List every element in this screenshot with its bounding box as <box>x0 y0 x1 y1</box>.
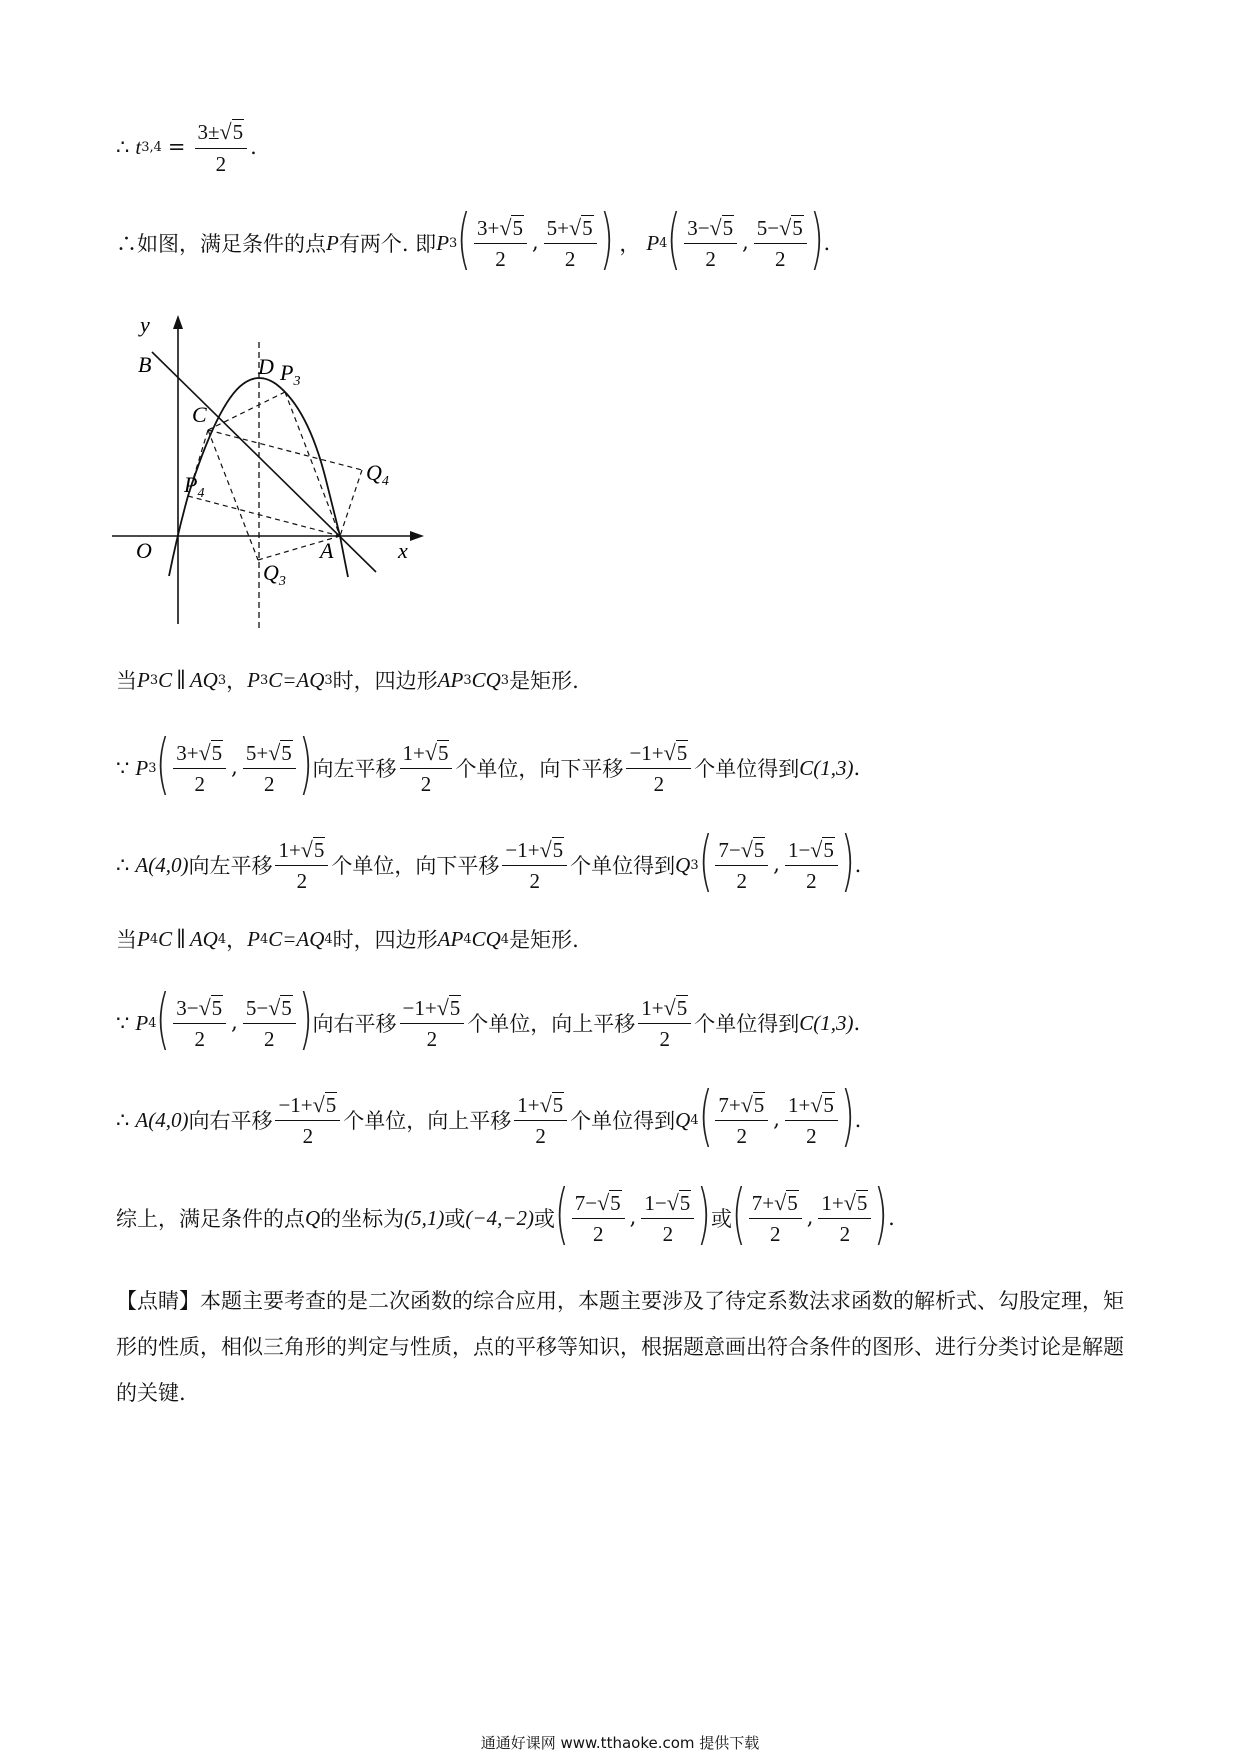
note-body: 本题主要考查的是二次函数的综合应用，本题主要涉及了待定系数法求函数的解析式、勾股定理，矩形的性质，相似三角形的判定与性质，点的平移等知识，根据题意画出符合条件的图形、进行分类讨论是解题的关键. <box>116 1289 1124 1405</box>
var-t: t <box>135 134 142 159</box>
equals: = <box>167 135 186 160</box>
label-d: D <box>258 354 274 379</box>
line-condition-p3: 当 P 3 C ∥ AQ 3 ， P 3 C=AQ 3 时，四边形 AP 3 CQ 3 是矩形. <box>116 667 579 693</box>
fraction-p4-y: $\frac{5-√5}{2}$ <box>754 214 807 273</box>
subscript: 3,4 <box>141 139 162 155</box>
line-ba <box>152 352 376 572</box>
page-footer: 通通好课网 www.tthaoke.com 提供下载 <box>480 1734 760 1752</box>
label-p4: $P_4$ <box>184 472 205 501</box>
label-x: x <box>398 538 408 563</box>
x-axis-arrow <box>410 531 424 541</box>
dashed-rectangles <box>188 392 362 560</box>
label-y: y <box>140 312 150 337</box>
label-b: B <box>138 352 152 377</box>
therefore-symbol: ∴ <box>116 135 130 160</box>
y-axis-arrow <box>173 315 183 329</box>
fraction-p4-x: $\frac{3-√5}{2}$ <box>684 214 737 273</box>
line-p4-translation: ∵ P 4 ( $\frac{3-√5}{2}$ , $\frac{5-√5}{2}$ ) 向右平移 $\frac{-1+√5}{2}$ 个单位，向上平移 $\frac{1+√5}{2}$ 个单位得到 C (1,3) . <box>116 980 861 1057</box>
label-o: O <box>136 538 152 563</box>
note-heading: 【点睛】 <box>116 1289 200 1313</box>
fraction-t34: $\frac{3\pm√5}{2}$ <box>195 118 248 177</box>
label-c: C <box>192 402 207 427</box>
label-q3: $Q_3$ <box>263 560 286 589</box>
fraction-p3-y: $\frac{5+√5}{2}$ <box>544 214 597 273</box>
line-p3-translation: ∵ P 3 ( $\frac{3+√5}{2}$ , $\frac{5+√5}{2}$ ) 向左平移 $\frac{1+√5}{2}$ 个单位，向下平移 $\frac{-1+√5}{2}$ 个单位得到 C (1,3) . <box>116 725 861 802</box>
key-point-note <box>116 1278 1126 1416</box>
line-a-to-q3: ∴ A (4,0) 向左平移 $\frac{1+√5}{2}$ 个单位，向下平移 $\frac{-1+√5}{2}$ 个单位得到 Q 3 ( $\frac{7-√5}{2}$ , $\frac{1-√5}{2}$ ) . <box>116 822 862 899</box>
label-a: A <box>320 538 334 563</box>
line-two-points: ∴如图，满足条件的点 P 有两个. 即 P 3 ( $\frac{3+√5}{2}$ , $\frac{5+√5}{2}$ ) ， P 4 ( $\frac{3-√5}{2}$ , $\frac{5-√5}{2}$ ) . <box>116 200 831 277</box>
label-q4: $Q_4$ <box>366 460 389 489</box>
line-a-to-q4: ∴ A (4,0) 向右平移 $\frac{-1+√5}{2}$ 个单位，向上平移 $\frac{1+√5}{2}$ 个单位得到 Q 4 ( $\frac{7+√5}{2}$ , $\frac{1+√5}{2}$ ) . <box>116 1077 862 1154</box>
line-condition-p4: 当 P 4 C ∥ AQ 4 ， P 4 C=AQ 4 时，四边形 AP 4 CQ 4 是矩形. <box>116 926 579 952</box>
line-summary: 综上，满足条件的点 Q 的坐标为 (5,1) 或 (−4,−2) 或 ( $\frac{7-√5}{2}$ , $\frac{1-√5}{2}$ ) 或 ( $\frac{7+√5}{2}$ , $\frac{1+√5}{2}$ ) . <box>116 1175 895 1252</box>
label-p3: $P_3$ <box>280 360 301 389</box>
fraction-p3-x: $\frac{3+√5}{2}$ <box>474 214 527 273</box>
line-t34 <box>116 118 257 177</box>
coordinate-figure <box>108 312 438 642</box>
period: . <box>250 135 257 160</box>
